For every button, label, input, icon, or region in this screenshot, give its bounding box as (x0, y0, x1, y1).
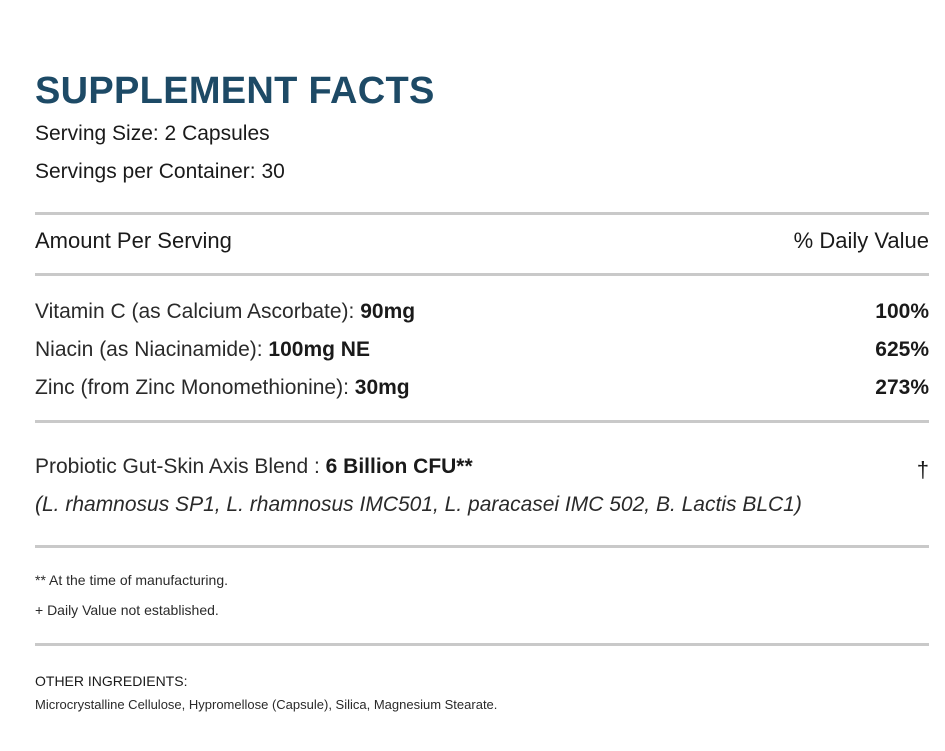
divider-footnotes (35, 643, 929, 646)
blend-strains: (L. rhamnosus SP1, L. rhamnosus IMC501, L. paracasei IMC 502, B. Lactis BLC1) (35, 493, 802, 516)
divider-header (35, 273, 929, 276)
nutrient-daily-value: 100% (875, 300, 929, 323)
nutrient-amount: 100mg NE (268, 338, 370, 361)
nutrient-row (35, 338, 929, 368)
other-ingredients-text: Microcrystalline Cellulose, Hypromellose (Capsule), Silica, Magnesium Stearate. (35, 697, 498, 712)
footnote-daily-value: + Daily Value not established. (35, 602, 219, 618)
nutrient-name: Vitamin C (as Calcium Ascorbate): (35, 300, 361, 323)
nutrient-daily-value: 273% (875, 376, 929, 399)
nutrient-amount: 30mg (354, 376, 410, 399)
panel-title: SUPPLEMENT FACTS (35, 70, 435, 112)
divider-nutrients (35, 420, 929, 423)
nutrient-name: Zinc (from Zinc Monomethionine): (35, 376, 355, 399)
footnote-manufacturing: ** At the time of manufacturing. (35, 572, 228, 588)
header-daily-value: % Daily Value (793, 228, 929, 253)
nutrient-daily-value: 625% (875, 338, 929, 361)
blend-label (35, 455, 473, 479)
nutrient-label (35, 338, 370, 362)
nutrient-row (35, 376, 929, 406)
blend-amount: 6 Billion CFU** (325, 455, 473, 478)
divider-top (35, 212, 929, 215)
nutrient-row (35, 300, 929, 330)
header-amount-per-serving: Amount Per Serving (35, 228, 232, 253)
serving-size: Serving Size: 2 Capsules (35, 122, 270, 145)
nutrient-name: Niacin (as Niacinamide): (35, 338, 269, 361)
nutrient-label (35, 300, 415, 324)
nutrient-amount: 90mg (360, 300, 416, 323)
servings-per-container: Servings per Container: 30 (35, 160, 285, 183)
blend-name: Probiotic Gut-Skin Axis Blend : (35, 455, 326, 478)
dagger-symbol: † (916, 457, 929, 482)
divider-blend (35, 545, 929, 548)
nutrient-label (35, 376, 410, 400)
other-ingredients-heading: OTHER INGREDIENTS: (35, 673, 188, 689)
supplement-facts-panel (35, 0, 929, 751)
